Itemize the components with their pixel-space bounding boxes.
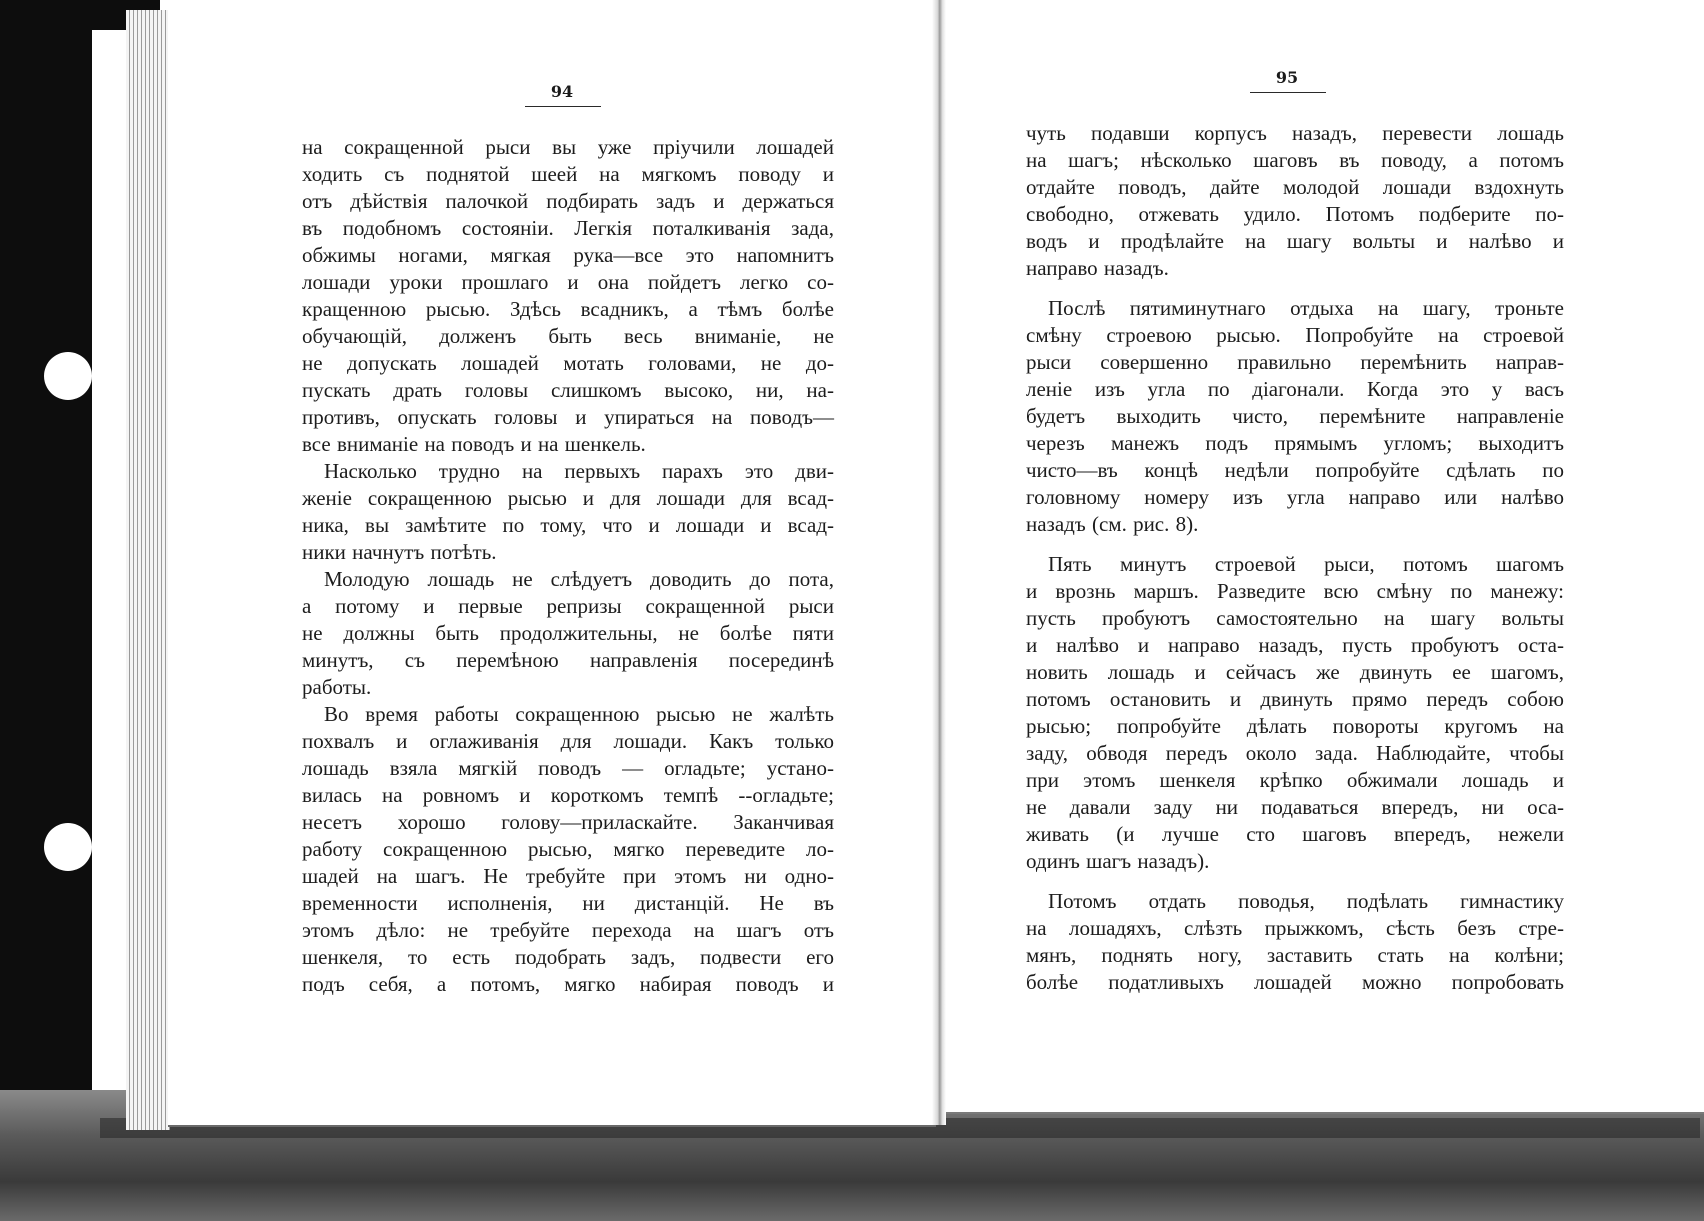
text-line: смѣну строевою рысью. Попробуйте на строевой (1026, 323, 1564, 347)
text-line: болѣе податливыхъ лошадей можно попробовать (1026, 970, 1564, 994)
text-line: все вниманіе на поводъ и на шенкель. (302, 432, 646, 456)
text-line: водъ и продѣлайте на шагу вольты и налѣво и (1026, 229, 1564, 253)
text-line: подъ себя, а потомъ, мягко набирая поводъ и (302, 972, 834, 996)
left-page-number: 94 (550, 82, 574, 101)
text-line: работу сокращенною рысью, мягко переведите ло- (302, 837, 834, 861)
text-line: на сокращенной рыси вы уже пріучили лошадей (302, 135, 834, 159)
text-line: въ подобномъ состояніи. Легкія поталкиванія зада, (302, 216, 834, 240)
right-page-number-rule (1250, 92, 1326, 93)
text-line: лошади уроки прошлаго и она пойдетъ легко со- (302, 270, 834, 294)
right-page-text (1026, 120, 1564, 996)
text-line: будетъ выходить чисто, перемѣните направленіе (1026, 404, 1564, 428)
right-page-number: 95 (1275, 68, 1299, 87)
text-line: назадъ (см. рис. 8). (1026, 512, 1199, 536)
text-line: при этомъ шенкеля крѣпко обжимали лошадь и (1026, 768, 1564, 792)
text-line: похвалъ и оглаживанія для лошади. Какъ только (302, 729, 834, 753)
paragraph-gap (1026, 875, 1564, 888)
paragraph (1026, 551, 1564, 875)
paragraph (302, 701, 834, 998)
text-line: противъ, опускать головы и упираться на поводъ— (302, 405, 834, 429)
text-line: Насколько трудно на первыхъ парахъ это дви- (324, 459, 834, 483)
text-line: работы. (302, 675, 372, 699)
text-line: и налѣво и направо назадъ, пусть пробуютъ оста- (1026, 633, 1564, 657)
text-line: чисто—въ концѣ недѣли попробуйте сдѣлать по (1026, 458, 1564, 482)
text-line: кращенною рысью. Здѣсь всадникъ, а тѣмъ болѣе (302, 297, 834, 321)
text-line: и врознь маршъ. Разведите всю смѣну по манежу: (1026, 579, 1564, 603)
paragraph (1026, 888, 1564, 996)
text-line: не давали заду ни подаваться впередъ, ни оса- (1026, 795, 1564, 819)
text-line: не допускать лошадей мотать головами, не до- (302, 351, 834, 375)
text-line: шадей на шагъ. Не требуйте при этомъ ни одно- (302, 864, 834, 888)
paragraph (302, 134, 834, 458)
text-line: заду, обводя передъ около зада. Наблюдайте, чтобы (1026, 741, 1564, 765)
paragraph (1026, 120, 1564, 282)
paragraph-gap (1026, 282, 1564, 295)
text-line: живать (и лучше сто шаговъ впередъ, нежели (1026, 822, 1564, 846)
text-line: этомъ дѣло: не требуйте перехода на шагъ отъ (302, 918, 834, 942)
text-line: черезъ манежъ подъ прямымъ угломъ; выходитъ (1026, 431, 1564, 455)
text-line: временности исполненія, ни дистанцій. Не въ (302, 891, 834, 915)
text-line: минутъ, съ перемѣною направленія посерединѣ (302, 648, 834, 672)
text-line: ника, вы замѣтите по тому, что и лошади и всад- (302, 513, 834, 537)
left-page-number-rule (525, 106, 601, 107)
text-line: новить лошадь и сейчасъ же двинуть ее шагомъ, (1026, 660, 1564, 684)
left-page-text (302, 134, 834, 998)
text-line: обжимы ногами, мягкая рука—все это напомнитъ (302, 243, 834, 267)
text-line: лошадь взяла мягкій поводъ — огладьте; устано- (302, 756, 834, 780)
text-line: пускать драть головы слишкомъ высоко, ни, на- (302, 378, 834, 402)
text-line: рысью; попробуйте дѣлать повороты кругомъ на (1026, 714, 1564, 738)
binder-hole-top (44, 352, 92, 400)
text-line: ники начнутъ потѣть. (302, 540, 497, 564)
text-line: Молодую лошадь не слѣдуетъ доводить до пота, (324, 567, 834, 591)
text-line: Потомъ отдать поводья, подѣлать гимнастику (1048, 889, 1564, 913)
text-line: обучающій, долженъ быть весь вниманіе, не (302, 324, 834, 348)
book-gutter (932, 0, 946, 1125)
text-line: одинъ шагъ назадъ). (1026, 849, 1210, 873)
text-line: Пять минутъ строевой рыси, потомъ шагомъ (1048, 552, 1564, 576)
text-line: потомъ остановить и двинуть прямо передъ собою (1026, 687, 1564, 711)
text-line: женіе сокращенною рысью и для лошади для всад- (302, 486, 834, 510)
text-line: пусть пробуютъ самостоятельно на шагу вольты (1026, 606, 1564, 630)
text-line: отдайте поводъ, дайте молодой лошади вздохнуть (1026, 175, 1564, 199)
text-line: Послѣ пятиминутнаго отдыха на шагу, троньте (1048, 296, 1564, 320)
text-line: шенкеля, то есть подобрать задъ, подвести его (302, 945, 834, 969)
text-line: не должны быть продолжительны, не болѣе пяти (302, 621, 834, 645)
paragraph (302, 566, 834, 701)
text-line: несетъ хорошо голову—приласкайте. Заканчивая (302, 810, 834, 834)
text-line: вилась на ровномъ и короткомъ темпѣ --огладьте; (302, 783, 834, 807)
text-line: рыси совершенно правильно перемѣнить направ- (1026, 350, 1564, 374)
scan-background-left (0, 0, 92, 1221)
text-line: направо назадъ. (1026, 256, 1169, 280)
text-line: Во время работы сокращенною рысью не жалѣть (324, 702, 834, 726)
paragraph-gap (1026, 538, 1564, 551)
text-line: чуть подавши корпусъ назадъ, перевести лошадь (1026, 121, 1564, 145)
text-line: ходить съ поднятой шеей на мягкомъ поводу и (302, 162, 834, 186)
text-line: отъ дѣйствія палочкой подбирать задъ и держаться (302, 189, 834, 213)
text-line: на шагъ; нѣсколько шаговъ въ поводу, а потомъ (1026, 148, 1564, 172)
text-line: мянъ, поднять ногу, заставить стать на колѣни; (1026, 943, 1564, 967)
paragraph (302, 458, 834, 566)
text-line: головному номеру изъ угла направо или налѣво (1026, 485, 1564, 509)
binder-hole-bottom (44, 823, 92, 871)
text-line: а потому и первые репризы сокращенной рыси (302, 594, 834, 618)
paragraph (1026, 295, 1564, 538)
text-line: свободно, отжевать удило. Потомъ подберите по- (1026, 202, 1564, 226)
text-line: на лошадяхъ, слѣзть прыжкомъ, сѣсть безъ стре- (1026, 916, 1564, 940)
page-edges (126, 10, 170, 1130)
text-line: леніе изъ угла по діагонали. Когда это у васъ (1026, 377, 1564, 401)
